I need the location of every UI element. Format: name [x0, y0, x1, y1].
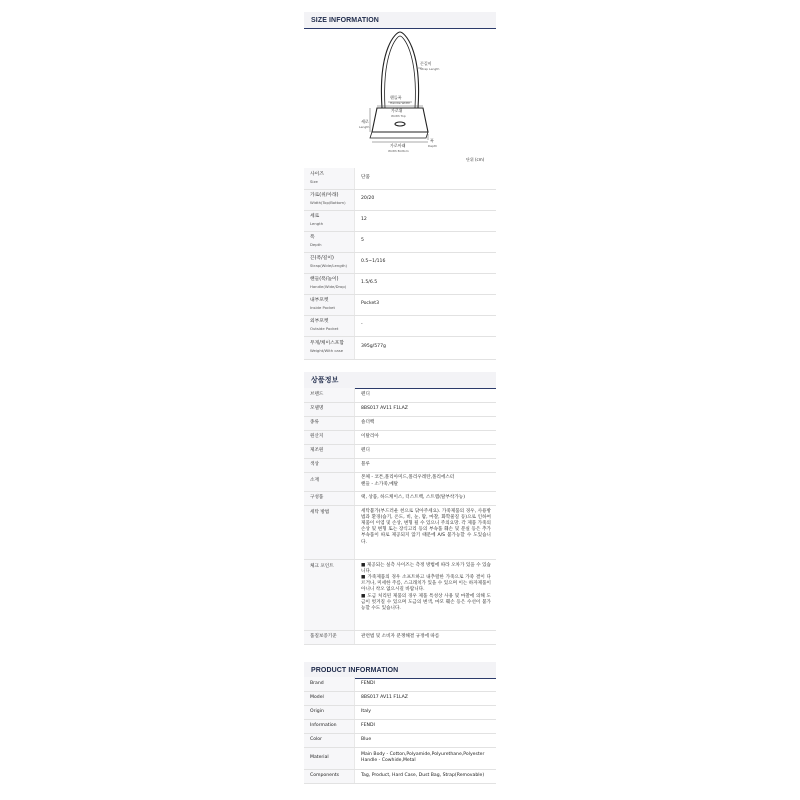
size-row — [304, 210, 496, 231]
size-information-title: SIZE INFORMATION — [304, 12, 496, 29]
product-en-key: Color — [304, 733, 355, 747]
product-ko-value: 본체 - 코튼,폴리아미드,폴리우레탄,폴리에스터 핸들 - 소가죽,메탈 — [355, 472, 497, 491]
product-ko-row — [304, 630, 496, 644]
size-key-en: Size — [310, 178, 318, 184]
product-ko-key: 구성품 — [304, 491, 355, 505]
width-top-label-en: Width Top — [391, 114, 406, 118]
bag-logo-clasp — [395, 122, 405, 126]
depth-label-ko: 폭 — [430, 138, 434, 143]
size-key-en: Inside Pocket — [310, 305, 335, 310]
size-value: 0.5~1/116 — [355, 252, 497, 273]
product-en-value: 8BS017 AV11 F1LAZ — [355, 691, 497, 705]
strap-label-en: Strap Length — [420, 67, 440, 71]
product-en-value: Main Body - Cotton,Polyamide,Polyurethane,Polyester Handle - Cowhide,Metal — [355, 747, 497, 769]
size-key-cell — [304, 273, 355, 294]
depth-label-en: Depth — [428, 144, 438, 148]
product-en-key: Components — [304, 769, 355, 783]
size-value: 12 — [355, 210, 497, 231]
size-value: 1.5/6.5 — [355, 273, 497, 294]
size-key-en: Strap(Wide/Length) — [310, 263, 348, 268]
bag-size-diagram — [304, 28, 496, 166]
product-ko-key: 브랜드 — [304, 388, 355, 402]
handle-label-en: Handle Width — [390, 101, 411, 105]
product-en-value: FENDI — [355, 677, 497, 691]
product-ko-value: ■ 제공되는 실측 사이즈는 측정 방법에 따라 오차가 있을 수 있습니다. ■ 가죽제품의 경우 소프트하고 내추럴한 가죽으로 가죽 결이 다르거나, 미세한 주름, 스크래치가 있을 수 있으며 이는 하자제품이 아니니 착오 없으시길 바랍니다. ■ 도금 처리된 제품의 경우 제품 특성상 사용 및 마찰에 의해 도금이 벗겨질 수 있으며 도금의 변색, 마모 훼손 등은 수선이 불가능할 수도 있습니다. — [355, 559, 497, 630]
size-key-ko: 무게/케이스포함 — [310, 340, 345, 346]
size-key-en: Handle(Wide/Drop) — [310, 284, 347, 289]
product-ko-row — [304, 505, 496, 559]
product-en-value: Italy — [355, 705, 497, 719]
product-ko-value: 펜디 — [355, 388, 497, 402]
size-key-cell — [304, 168, 355, 189]
size-key-cell — [304, 336, 355, 359]
product-ko-key: 체크 포인트 — [304, 559, 355, 630]
size-value: 5 — [355, 231, 497, 252]
product-en-row — [304, 719, 496, 733]
product-info-ko-table — [304, 388, 496, 645]
product-ko-row — [304, 472, 496, 491]
product-en-row — [304, 677, 496, 691]
product-en-row — [304, 691, 496, 705]
product-ko-row — [304, 402, 496, 416]
length-label-ko: 세로 — [361, 119, 369, 124]
size-row — [304, 168, 496, 189]
product-ko-row — [304, 416, 496, 430]
strap-label-ko: 끈길이 — [420, 61, 432, 66]
size-key-en: Outside Pocket — [310, 326, 339, 331]
size-key-cell — [304, 294, 355, 315]
product-ko-row — [304, 458, 496, 472]
width-top-label-ko: 가로위 — [391, 108, 403, 113]
size-value: 395g/577g — [355, 336, 497, 359]
product-en-key: Brand — [304, 677, 355, 691]
product-ko-row — [304, 491, 496, 505]
product-ko-row — [304, 388, 496, 402]
length-label-en: Length — [359, 125, 370, 129]
size-value: Pocket3 — [355, 294, 497, 315]
product-ko-key: 품질보증기준 — [304, 630, 355, 644]
product-en-value: Tag, Product, Hard Case, Dust Bag, Strap(Removable) — [355, 769, 497, 783]
product-ko-value: 블루 — [355, 458, 497, 472]
size-row — [304, 315, 496, 336]
size-key-cell — [304, 315, 355, 336]
width-bottom-label-ko: 가로아래 — [390, 143, 406, 148]
size-key-ko: 핸들(폭/높이) — [310, 276, 339, 282]
product-en-value: FENDI — [355, 719, 497, 733]
product-ko-value: 택, 상품, 하드케이스, 더스트백, 스트랩(탈부착가능) — [355, 491, 497, 505]
product-ko-value: 숄더백 — [355, 416, 497, 430]
product-ko-key: 모델명 — [304, 402, 355, 416]
size-key-cell — [304, 210, 355, 231]
product-en-key: Model — [304, 691, 355, 705]
size-key-en: Weight/With case — [310, 348, 344, 353]
product-ko-key: 종류 — [304, 416, 355, 430]
product-ko-key: 색상 — [304, 458, 355, 472]
product-en-key: Material — [304, 747, 355, 769]
product-info-en-table — [304, 677, 496, 784]
size-key-cell — [304, 252, 355, 273]
product-en-row — [304, 705, 496, 719]
product-ko-key: 소재 — [304, 472, 355, 491]
product-ko-key: 제조원 — [304, 444, 355, 458]
size-key-ko: 세로 — [310, 213, 320, 219]
product-en-row — [304, 747, 496, 769]
size-key-en: Width(Top/Bottom) — [310, 200, 346, 205]
size-row — [304, 231, 496, 252]
size-key-cell — [304, 189, 355, 210]
size-key-en: Length — [310, 221, 324, 226]
size-value: - — [355, 315, 497, 336]
size-value: 단품 — [355, 168, 497, 189]
size-row — [304, 294, 496, 315]
product-en-key: Origin — [304, 705, 355, 719]
product-ko-key: 세탁 방법 — [304, 505, 355, 559]
size-key-ko: 폭 — [310, 234, 315, 240]
product-ko-row — [304, 430, 496, 444]
product-info-ko-title: 상품정보 — [304, 372, 496, 389]
size-key-ko: 가로(위/아래) — [310, 192, 339, 198]
product-en-row — [304, 769, 496, 783]
product-ko-value: 이탈리아 — [355, 430, 497, 444]
size-row — [304, 273, 496, 294]
size-key-cell — [304, 231, 355, 252]
product-ko-row — [304, 444, 496, 458]
product-ko-value: 세탁불가(부드러운 천으로 닦아주세요). 가죽제품의 경우, 사용방법과 환경(습기, 온도, 비, 눈, 땀, 마찰, 화학물질 등)으로 인하여 제품이 이염 및 손상, 변형 될 수 있으니 주의요망. 각 제품 가죽의 손상 및 변형 또는 장식고리 등의 부속품 훼손 및 분실 등은 추가 부속품이 따로 제공되지 않기 때문에 A/S 불가능할 수 도있습니다. — [355, 505, 497, 559]
size-row — [304, 252, 496, 273]
bag-base — [370, 132, 428, 138]
size-row — [304, 189, 496, 210]
size-row — [304, 336, 496, 359]
product-en-key: Information — [304, 719, 355, 733]
product-en-value: Blue — [355, 733, 497, 747]
width-bottom-label-en: Width Bottom — [388, 149, 409, 153]
product-en-row — [304, 733, 496, 747]
handle-label-ko: 핸들폭 — [390, 95, 402, 100]
size-value: 20/20 — [355, 189, 497, 210]
unit-label: 단위 (cm) — [466, 157, 485, 162]
product-ko-value: 펜디 — [355, 444, 497, 458]
size-key-en: Depth — [310, 242, 322, 247]
size-table — [304, 168, 496, 360]
product-info-en-title: PRODUCT INFORMATION — [304, 662, 496, 679]
product-ko-key: 원산지 — [304, 430, 355, 444]
size-key-ko: 외부포켓 — [310, 318, 329, 324]
product-ko-row — [304, 559, 496, 630]
product-ko-value: 관련법 및 소비자 분쟁해결 규정에 따름 — [355, 630, 497, 644]
size-key-ko: 끈(폭/길이) — [310, 255, 334, 261]
size-key-ko: 내부포켓 — [310, 297, 329, 303]
size-key-ko: 사이즈 — [310, 171, 324, 177]
product-ko-value: 8BS017 AV11 F1LAZ — [355, 402, 497, 416]
